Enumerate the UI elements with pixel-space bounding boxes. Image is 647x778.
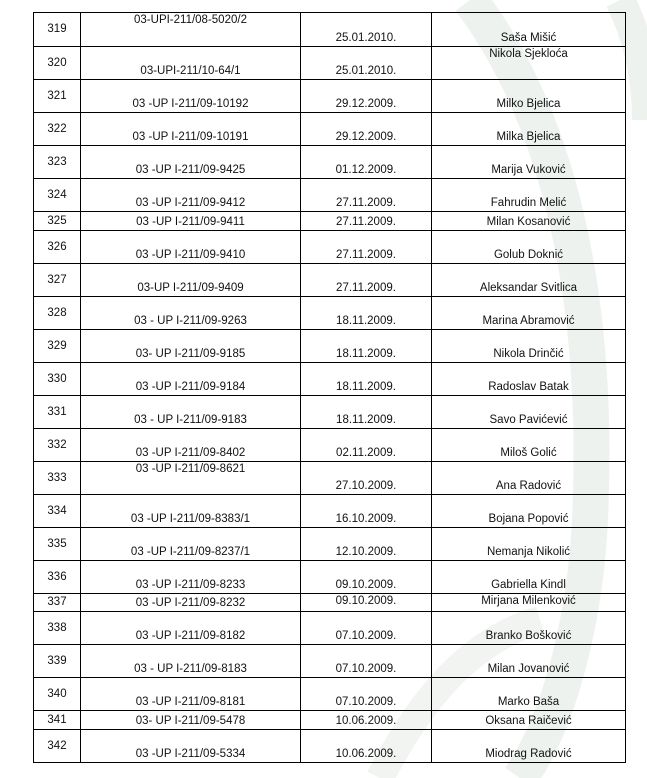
table-row <box>34 146 626 179</box>
date-cell: 27.11.2009. <box>301 179 432 212</box>
row-number-cell: 324 <box>34 179 81 212</box>
table-row <box>34 264 626 297</box>
case-number-cell: 03 -UP I-211/09-8182 <box>81 612 301 645</box>
name-cell: Golub Doknić <box>432 231 626 264</box>
date-cell: 09.10.2009. <box>301 561 432 594</box>
records-table-body <box>34 13 626 763</box>
row-number-cell: 321 <box>34 80 81 113</box>
case-number-cell: 03- UP I-211/09-5478 <box>81 711 301 730</box>
name-cell: Milka Bjelica <box>432 113 626 146</box>
row-number-cell: 325 <box>34 212 81 231</box>
table-row <box>34 80 626 113</box>
case-number-cell: 03 -UP I-211/09-8233 <box>81 561 301 594</box>
name-cell: Ana Radović <box>432 462 626 495</box>
name-cell: Nikola Sjekloća <box>432 47 626 80</box>
row-number-cell: 334 <box>34 495 81 528</box>
case-number-cell: 03 -UP I-211/09-8237/1 <box>81 528 301 561</box>
table-row <box>34 711 626 730</box>
row-number-cell: 337 <box>34 594 81 612</box>
name-cell: Nemanja Nikolić <box>432 528 626 561</box>
case-number-cell: 03 -UP I-211/09-8402 <box>81 429 301 462</box>
date-cell: 01.12.2009. <box>301 146 432 179</box>
name-cell: Nikola Drinčić <box>432 330 626 363</box>
row-number-cell: 339 <box>34 645 81 678</box>
date-cell: 07.10.2009. <box>301 678 432 711</box>
date-cell: 27.11.2009. <box>301 212 432 231</box>
name-cell: Bojana Popović <box>432 495 626 528</box>
name-cell: Branko Bošković <box>432 612 626 645</box>
case-number-cell: 03-UP I-211/09-9409 <box>81 264 301 297</box>
case-number-cell: 03 -UP I-211/09-8232 <box>81 594 301 612</box>
date-cell: 09.10.2009. <box>301 594 432 612</box>
name-cell: Fahrudin Melić <box>432 179 626 212</box>
table-row <box>34 462 626 495</box>
row-number-cell: 323 <box>34 146 81 179</box>
case-number-cell: 03 - UP I-211/09-9263 <box>81 297 301 330</box>
date-cell: 25.01.2010. <box>301 47 432 80</box>
table-row <box>34 297 626 330</box>
case-number-cell: 03 -UP I-211/09-9412 <box>81 179 301 212</box>
case-number-cell: 03 -UP I-211/09-10192 <box>81 80 301 113</box>
row-number-cell: 342 <box>34 730 81 763</box>
date-cell: 18.11.2009. <box>301 396 432 429</box>
date-cell: 02.11.2009. <box>301 429 432 462</box>
date-cell: 25.01.2010. <box>301 13 432 47</box>
name-cell: Mirjana Milenković <box>432 594 626 612</box>
row-number-cell: 329 <box>34 330 81 363</box>
table-row <box>34 47 626 80</box>
case-number-cell: 03 -UP I-211/09-5334 <box>81 730 301 763</box>
name-cell: Miloš Golić <box>432 429 626 462</box>
case-number-cell: 03- UP I-211/09-9185 <box>81 330 301 363</box>
row-number-cell: 341 <box>34 711 81 730</box>
row-number-cell: 332 <box>34 429 81 462</box>
table-row <box>34 396 626 429</box>
table-row <box>34 429 626 462</box>
row-number-cell: 326 <box>34 231 81 264</box>
date-cell: 10.06.2009. <box>301 730 432 763</box>
case-number-cell: 03-UPI-211/08-5020/2 <box>81 13 301 47</box>
table-row <box>34 645 626 678</box>
table-row <box>34 13 626 47</box>
date-cell: 07.10.2009. <box>301 612 432 645</box>
case-number-cell: 03-UPI-211/10-64/1 <box>81 47 301 80</box>
table-row <box>34 363 626 396</box>
date-cell: 10.06.2009. <box>301 711 432 730</box>
row-number-cell: 320 <box>34 47 81 80</box>
table-row <box>34 678 626 711</box>
name-cell: Savo Pavićević <box>432 396 626 429</box>
table-row <box>34 330 626 363</box>
table-row <box>34 179 626 212</box>
date-cell: 18.11.2009. <box>301 297 432 330</box>
name-cell: Milan Kosanović <box>432 212 626 231</box>
case-number-cell: 03 - UP I-211/09-8183 <box>81 645 301 678</box>
row-number-cell: 336 <box>34 561 81 594</box>
name-cell: Marija Vuković <box>432 146 626 179</box>
row-number-cell: 327 <box>34 264 81 297</box>
date-cell: 27.10.2009. <box>301 462 432 495</box>
row-number-cell: 335 <box>34 528 81 561</box>
date-cell: 18.11.2009. <box>301 363 432 396</box>
date-cell: 18.11.2009. <box>301 330 432 363</box>
case-number-cell: 03 -UP I-211/09-9425 <box>81 146 301 179</box>
name-cell: Saša Mišić <box>432 13 626 47</box>
date-cell: 16.10.2009. <box>301 495 432 528</box>
date-cell: 27.11.2009. <box>301 231 432 264</box>
table-row <box>34 231 626 264</box>
table-row <box>34 495 626 528</box>
name-cell: Milko Bjelica <box>432 80 626 113</box>
name-cell: Oksana Raičević <box>432 711 626 730</box>
table-row <box>34 594 626 612</box>
row-number-cell: 319 <box>34 13 81 47</box>
row-number-cell: 340 <box>34 678 81 711</box>
name-cell: Gabriella Kindl <box>432 561 626 594</box>
name-cell: Radoslav Batak <box>432 363 626 396</box>
row-number-cell: 331 <box>34 396 81 429</box>
case-number-cell: 03 -UP I-211/09-9184 <box>81 363 301 396</box>
table-row <box>34 113 626 146</box>
table-row <box>34 212 626 231</box>
row-number-cell: 330 <box>34 363 81 396</box>
table-row <box>34 528 626 561</box>
name-cell: Miodrag Radović <box>432 730 626 763</box>
row-number-cell: 338 <box>34 612 81 645</box>
table-row <box>34 561 626 594</box>
records-table <box>33 12 626 763</box>
name-cell: Marko Baša <box>432 678 626 711</box>
case-number-cell: 03 - UP I-211/09-9183 <box>81 396 301 429</box>
case-number-cell: 03 -UP I-211/09-8621 <box>81 462 301 495</box>
row-number-cell: 328 <box>34 297 81 330</box>
case-number-cell: 03 -UP I-211/09-8383/1 <box>81 495 301 528</box>
name-cell: Marina Abramović <box>432 297 626 330</box>
table-row <box>34 730 626 763</box>
table-row <box>34 612 626 645</box>
case-number-cell: 03 -UP I-211/09-8181 <box>81 678 301 711</box>
name-cell: Aleksandar Svitlica <box>432 264 626 297</box>
row-number-cell: 322 <box>34 113 81 146</box>
date-cell: 12.10.2009. <box>301 528 432 561</box>
row-number-cell: 333 <box>34 462 81 495</box>
case-number-cell: 03 -UP I-211/09-9410 <box>81 231 301 264</box>
name-cell: Milan Jovanović <box>432 645 626 678</box>
case-number-cell: 03 -UP I-211/09-9411 <box>81 212 301 231</box>
records-table-container <box>33 12 625 763</box>
case-number-cell: 03 -UP I-211/09-10191 <box>81 113 301 146</box>
date-cell: 29.12.2009. <box>301 113 432 146</box>
date-cell: 29.12.2009. <box>301 80 432 113</box>
date-cell: 27.11.2009. <box>301 264 432 297</box>
date-cell: 07.10.2009. <box>301 645 432 678</box>
